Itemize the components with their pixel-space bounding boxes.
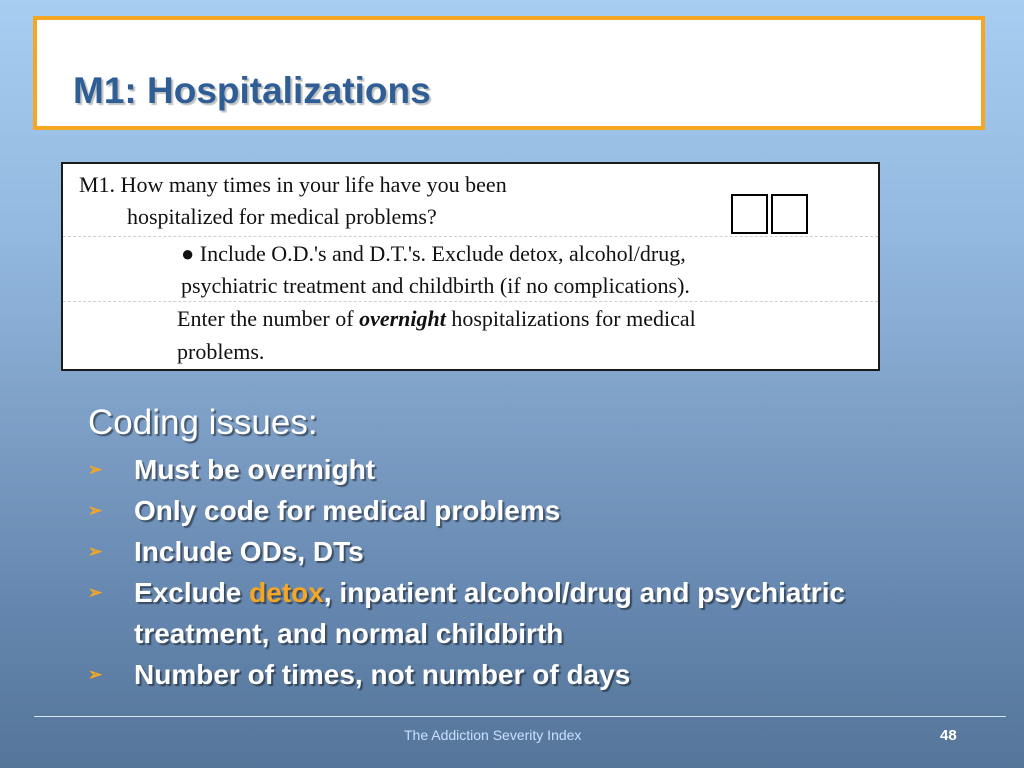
- coding-issue-item: [88, 531, 968, 572]
- instruction-enter-number: [177, 306, 696, 332]
- coding-issue-item: [88, 572, 968, 654]
- question-text-line-2: hospitalized for medical problems?: [127, 204, 437, 229]
- question-text-line-1: M1. How many times in your life have you been: [79, 172, 507, 197]
- overnight-emphasis: overnight: [359, 306, 446, 331]
- coding-issue-text: Include ODs, DTs: [134, 536, 364, 567]
- title-box: [33, 16, 985, 130]
- answer-digit-box-2[interactable]: [771, 194, 808, 234]
- answer-digit-box-1[interactable]: [731, 194, 768, 234]
- instruction-enter-number-cont: problems.: [177, 339, 265, 364]
- footer-title: The Addiction Severity Index: [404, 727, 582, 743]
- coding-issue-text-post: , inpatient alcohol/drug and psychiatric treatment, and normal childbirth: [134, 577, 846, 649]
- answer-boxes: [731, 194, 808, 234]
- coding-issue-item: [88, 654, 968, 695]
- coding-issue-text: Number of times, not number of days: [134, 659, 631, 690]
- row-divider: [63, 301, 878, 302]
- instruction-pre: Enter the number of: [177, 306, 360, 331]
- instruction-include-exclude: ● Include O.D.'s and D.T.'s. Exclude detox, alcohol/drug,: [181, 241, 686, 266]
- coding-issue-item: [88, 449, 968, 490]
- arrow-right-icon: ➢: [88, 501, 103, 520]
- arrow-right-icon: ➢: [88, 665, 103, 684]
- coding-issue-item: [88, 490, 968, 531]
- arrow-right-icon: ➢: [88, 583, 103, 602]
- arrow-right-icon: ➢: [88, 542, 103, 561]
- coding-issue-text: Must be overnight: [134, 454, 376, 485]
- instruction-post: hospitalizations for medical: [445, 306, 696, 331]
- coding-issues-list: [88, 449, 968, 695]
- detox-highlight: detox: [249, 577, 324, 608]
- question-box: [61, 162, 880, 371]
- coding-issues-heading: Coding issues:: [88, 403, 318, 442]
- arrow-right-icon: ➢: [88, 460, 103, 479]
- page-number: 48: [940, 727, 957, 744]
- coding-issue-text-pre: Exclude: [134, 577, 250, 608]
- instruction-include-exclude-cont: psychiatric treatment and childbirth (if no complications).: [181, 273, 690, 298]
- footer-divider: [34, 716, 1006, 717]
- coding-issue-text: Only code for medical problems: [134, 495, 561, 526]
- slide-title: M1: Hospitalizations: [73, 70, 431, 111]
- row-divider: [63, 236, 878, 237]
